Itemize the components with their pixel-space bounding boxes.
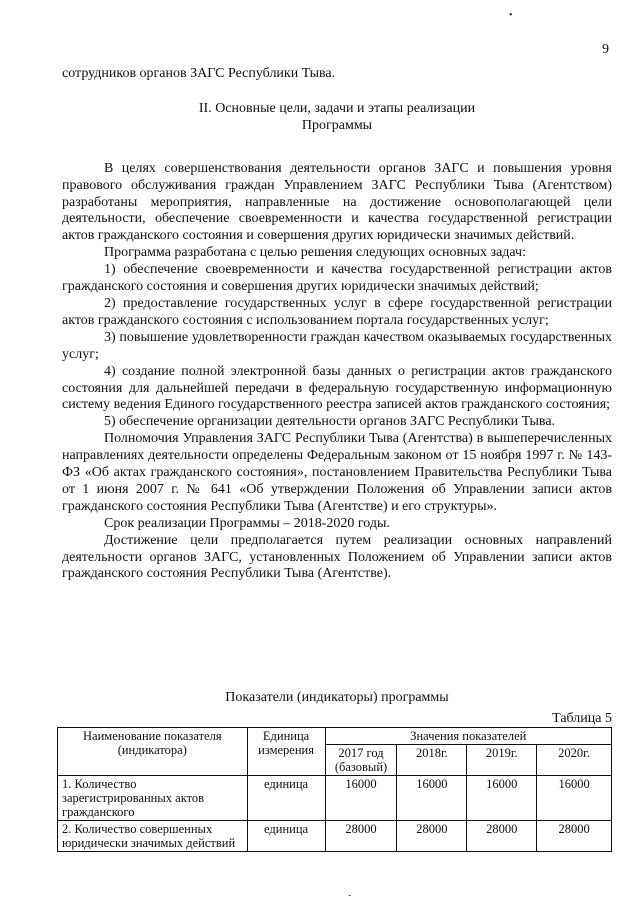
row-value-2020: 28000 — [537, 821, 612, 852]
header-indicator-name: Наименование показателя (индикатора) — [58, 728, 248, 776]
row-value-2017: 16000 — [325, 776, 397, 821]
row-value-2018: 28000 — [397, 821, 467, 852]
paragraph-authority: Полномочия Управления ЗАГС Республики Тыва (Агентства) в вышеперечисленных направлениях деятельности определены Федеральным законом от 15 ноября 1997 г. № 143-ФЗ «Об актах гражданского состояния», постановлением Правительства Республики Тыва от 1 июня 2007 г. № 641 «Об утверждении Положения об Управлении записи актов гражданского состояния Республики Тыва (Агентстве) и его структуры». — [62, 431, 612, 514]
row-value-2019: 28000 — [467, 821, 537, 852]
task-item-5: 5) обеспечение организации деятельности органов ЗАГС Республики Тыва. — [104, 414, 556, 430]
header-year-2017: 2017 год (базовый) — [325, 745, 397, 776]
header-year-2019: 2019г. — [467, 745, 537, 776]
row-value-2017: 28000 — [325, 821, 397, 852]
header-year-2018: 2018г. — [397, 745, 467, 776]
paragraph-tasks-intro: Программа разработана с целью решения следующих основных задач: — [104, 245, 526, 261]
paragraph-continuation: сотрудников органов ЗАГС Республики Тыва. — [62, 66, 336, 81]
header-values-group: Значения показателей — [325, 728, 611, 745]
document-body — [62, 66, 612, 583]
table-row — [58, 821, 612, 852]
row-indicator-name: 2. Количество совершенных юридически значимых действий — [58, 821, 248, 852]
table-header-row — [58, 728, 612, 745]
row-indicator-name: 1. Количество зарегистрированных актов гражданского — [58, 776, 248, 821]
row-value-2020: 16000 — [537, 776, 612, 821]
task-item-1: 1) обеспечение своевременности и качества государственной регистрации актов гражданского состояния и совершения других юридически значимых действий; — [62, 262, 612, 295]
paragraph-goal: В целях совершенствования деятельности органов ЗАГС и повышения уровня правового обслуживания граждан Управлением ЗАГС Республики Тыва (Агентством) разработаны мероприятия, направленные на достижение основополагающей цели деятельности, обеспечение своевременности и качества государственной регистрации актов гражданского состояния и совершения других юридически значимых действий. — [62, 160, 612, 244]
task-item-2: 2) предоставление государственных услуг в сфере государственной регистрации актов гражданского состояния с использованием портала государственных услуг; — [62, 295, 612, 328]
row-unit: единица — [247, 821, 325, 852]
header-year-2020: 2020г. — [537, 745, 612, 776]
paragraph-achievement: Достижение цели предполагается путем реализации основных направлений деятельности органов ЗАГС, установленных Положением об Управлении записи актов гражданского состояния Республики Тыва (Агентстве). — [62, 532, 612, 582]
table-title: Показатели (индикаторы) программы — [225, 690, 449, 705]
section-heading — [62, 101, 612, 135]
row-unit: единица — [247, 776, 325, 821]
section-heading-line2: Программы — [301, 117, 373, 133]
header-unit: Единица измерения — [247, 728, 325, 776]
table-row — [58, 776, 612, 821]
task-item-4: 4) создание полной электронной базы данных о регистрации актов гражданского состояния для дальнейшей передачи в федеральную государственную информационную систему ведения Единого государственного реестра записей актов гражданского состояния; — [62, 363, 612, 413]
scan-speck-bottom: - — [348, 890, 352, 901]
paragraph-term: Срок реализации Программы – 2018-2020 годы. — [104, 515, 390, 531]
task-item-3: 3) повышение удовлетворенности граждан качеством оказываемых государственных услуг; — [62, 329, 612, 362]
indicators-table — [57, 727, 612, 852]
row-value-2019: 16000 — [467, 776, 537, 821]
table-number: Таблица 5 — [552, 711, 612, 726]
scan-speck: • — [509, 10, 513, 21]
row-value-2018: 16000 — [397, 776, 467, 821]
page-number: 9 — [602, 42, 609, 57]
section-heading-line1: II. Основные цели, задачи и этапы реализации — [198, 100, 476, 116]
